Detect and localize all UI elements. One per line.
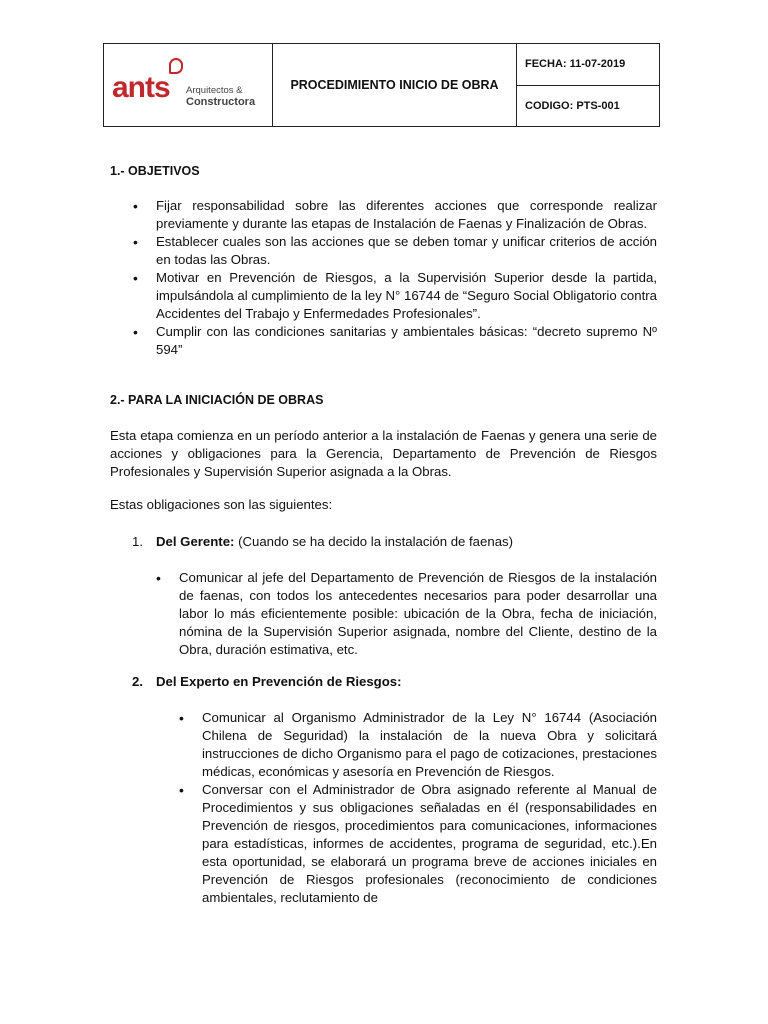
item-2-title: Del Experto en Prevención de Riesgos: [156, 674, 402, 689]
item-1-note: (Cuando se ha decido la instalación de faenas) [234, 534, 514, 549]
list-item: • Establecer cuales son las acciones que se deben tomar y unificar criterios de acción en todas las Obras. [156, 233, 657, 269]
item-1-number: 1. [132, 534, 143, 549]
document-code: CODIGO: PTS-001 [517, 85, 659, 127]
item-1-title: Del Gerente: [156, 534, 235, 549]
objectives-list [156, 197, 657, 359]
section-2-paragraph-1: Esta etapa comienza en un período anterior a la instalación de Faenas y genera una serie de acciones y obligaciones para la Gerencia, Departamento de Prevención de Riesgos Profesionales y Supervisión Superior asignada a la Obras. [110, 428, 657, 479]
list-item: • Comunicar al Organismo Administrador de la Ley N° 16744 (Asociación Chilena de Seguridad) la instalación de la nueva Obra y solicitará instrucciones de dicho Organismo para el pago de cotizaciones, prestaciones médicas, económicas y asesoría en Prevención de Riesgos. [202, 709, 657, 781]
list-item: • Conversar con el Administrador de Obra asignado referente al Manual de Procedimientos y sus obligaciones señaladas en él (responsabilidades en Prevención de riesgos, procedimientos para comunicaciones, informaciones para estadísticas, informes de accidentes, programa de seguridad, etc.).En esta oportunidad, se elaborará un programa breve de acciones iniciales en Prevención de Riesgos profesionales (reconocimiento de condiciones ambientales, reclutamiento de [202, 781, 657, 907]
section-2-paragraph-2: Estas obligaciones son las siguientes: [110, 497, 333, 512]
item-2-number: 2. [132, 674, 143, 689]
header-table [103, 43, 660, 127]
item-1-list [179, 569, 657, 659]
list-item: • Comunicar al jefe del Departamento de Prevención de Riesgos de la instalación de faenas, con todos los antecedentes necesarios para poder desarrollar una labor lo más eficientemente posible: ubicación de la Obra, fecha de iniciación, nómina de la Supervisión Superior asignada, nombre del Cliente, destino de la Obra, duración estimativa, etc. [179, 569, 657, 659]
list-item: • Cumplir con las condiciones sanitarias y ambientales básicas: “decreto supremo Nº 594” [156, 323, 657, 359]
company-logo [104, 44, 273, 126]
list-item: • Motivar en Prevención de Riesgos, a la Supervisión Superior desde la partida, impulsándola al cumplimiento de la ley N° 16744 de “Seguro Social Obligatorio contra Accidentes del Trabajo y Enfermedades Profesionales”. [156, 269, 657, 323]
section-2-heading: 2.- PARA LA INICIACIÓN DE OBRAS [110, 393, 324, 407]
logo-bubble-icon [169, 58, 183, 74]
item-2-list [202, 709, 657, 907]
logo-brand: ants [112, 71, 170, 104]
logo-line-1: Arquitectos & [186, 85, 243, 96]
document-date: FECHA: 11-07-2019 [525, 58, 626, 71]
logo-line-2: Constructora [186, 96, 256, 108]
item-1-heading [156, 533, 656, 551]
document-title: PROCEDIMIENTO INICIO DE OBRA [273, 44, 517, 126]
list-item: • Fijar responsabilidad sobre las diferentes acciones que corresponde realizar previamente y durante las etapas de Instalación de Faenas y Finalización de Obras. [156, 197, 657, 233]
document-meta [517, 44, 659, 126]
section-1-heading: 1.- OBJETIVOS [110, 164, 200, 178]
